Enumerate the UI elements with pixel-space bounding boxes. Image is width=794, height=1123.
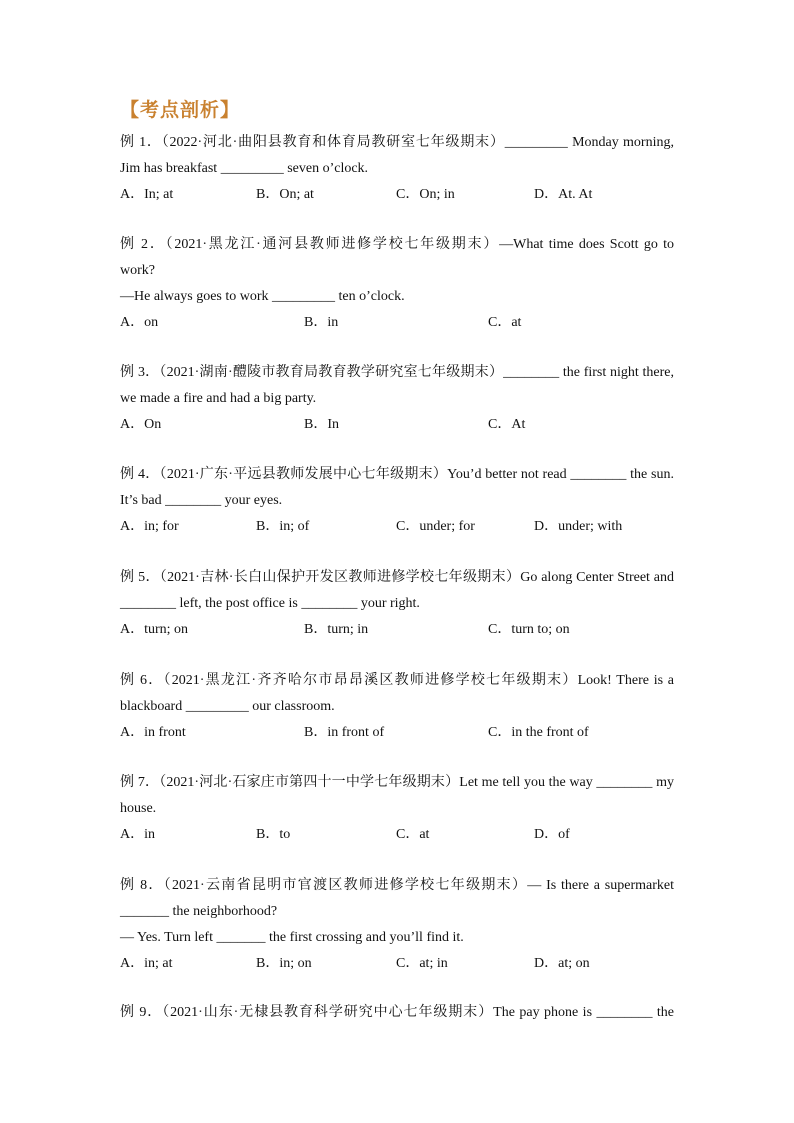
question-5 [120, 565, 674, 643]
question-stem: 例 9．（2021·山东·无棣县教育科学研究中心七年级期末）The pay phone is ________ the [120, 1005, 674, 1020]
question-text-line: house. [120, 801, 157, 816]
option-b[interactable]: B．In [304, 417, 339, 432]
question-1 [120, 130, 674, 208]
section-heading: 【考点剖析】 [120, 99, 241, 121]
option-a[interactable]: A．on [120, 315, 159, 330]
question-text-line: blackboard _________ our classroom. [120, 699, 335, 714]
question-stem: 例 4．（2021·广东·平远县教师发展中心七年级期末）You’d better not read ________ the sun. [120, 467, 674, 482]
question-3 [120, 360, 674, 438]
option-b[interactable]: B．in; of [256, 519, 310, 534]
question-7 [120, 770, 674, 848]
question-8 [120, 873, 674, 977]
answer-options [120, 514, 674, 540]
option-a[interactable]: A．in [120, 827, 155, 842]
answer-options [120, 822, 674, 848]
option-b[interactable]: B．to [256, 827, 291, 842]
option-c[interactable]: C．turn to; on [488, 622, 570, 637]
option-b[interactable]: B．On; at [256, 187, 314, 202]
question-text-line: _______ the neighborhood? [120, 904, 278, 919]
option-d[interactable]: D．of [534, 827, 570, 842]
option-d[interactable]: D．under; with [534, 519, 623, 534]
option-d[interactable]: D．at; on [534, 956, 590, 971]
question-text-line: work? [120, 263, 155, 278]
question-9 [120, 1000, 674, 1026]
question-stem: 例 5．（2021·吉林·长白山保护开发区教师进修学校七年级期末）Go along Center Street and [120, 570, 674, 585]
question-stem: 例 1．（2022·河北·曲阳县教育和体育局教研室七年级期末）_________ Monday morning, [120, 135, 674, 150]
question-stem: 例 6．（2021·黑龙江·齐齐哈尔市昂昂溪区教师进修学校七年级期末）Look! There is a [120, 673, 674, 688]
question-text-line: ________ left, the post office is ________ your right. [120, 596, 420, 611]
question-stem: 例 2．（2021·黑龙江·通河县教师进修学校七年级期末）—What time does Scott go to [120, 237, 674, 252]
option-a[interactable]: A．On [120, 417, 162, 432]
answer-options [120, 310, 674, 336]
answer-options [120, 951, 674, 977]
answer-options [120, 617, 674, 643]
option-c[interactable]: C．at [396, 827, 430, 842]
option-c[interactable]: C．under; for [396, 519, 475, 534]
question-stem: 例 3．（2021·湖南·醴陵市教育局教育教学研究室七年级期末）________ the first night there, [120, 365, 674, 380]
answer-options [120, 720, 674, 746]
question-6 [120, 668, 674, 746]
option-a[interactable]: A．turn; on [120, 622, 189, 637]
question-2 [120, 232, 674, 336]
option-a[interactable]: A．in; for [120, 519, 179, 534]
option-a[interactable]: A．in; at [120, 956, 173, 971]
option-b[interactable]: B．turn; in [304, 622, 369, 637]
option-b[interactable]: B．in front of [304, 725, 385, 740]
option-b[interactable]: B．in; on [256, 956, 312, 971]
option-a[interactable]: A．In; at [120, 187, 174, 202]
question-text-line: It’s bad ________ your eyes. [120, 493, 283, 508]
answer-options [120, 182, 674, 208]
option-c[interactable]: C．in the front of [488, 725, 589, 740]
question-stem: 例 8．（2021·云南省昆明市官渡区教师进修学校七年级期末）— Is there a supermarket [120, 878, 674, 893]
question-text-line: — Yes. Turn left _______ the first crossing and you’ll find it. [120, 930, 464, 945]
option-c[interactable]: C．On; in [396, 187, 455, 202]
option-d[interactable]: D．At. At [534, 187, 593, 202]
question-text-line: —He always goes to work _________ ten o’clock. [120, 289, 405, 304]
option-b[interactable]: B．in [304, 315, 339, 330]
option-c[interactable]: C．at; in [396, 956, 448, 971]
answer-options [120, 412, 674, 438]
question-stem: 例 7．（2021·河北·石家庄市第四十一中学七年级期末）Let me tell you the way ________ my [120, 775, 674, 790]
option-c[interactable]: C．at [488, 315, 522, 330]
option-c[interactable]: C．At [488, 417, 526, 432]
option-a[interactable]: A．in front [120, 725, 186, 740]
question-4 [120, 462, 674, 540]
question-text-line: we made a fire and had a big party. [120, 391, 317, 406]
question-text-line: Jim has breakfast _________ seven o’clock. [120, 161, 369, 176]
